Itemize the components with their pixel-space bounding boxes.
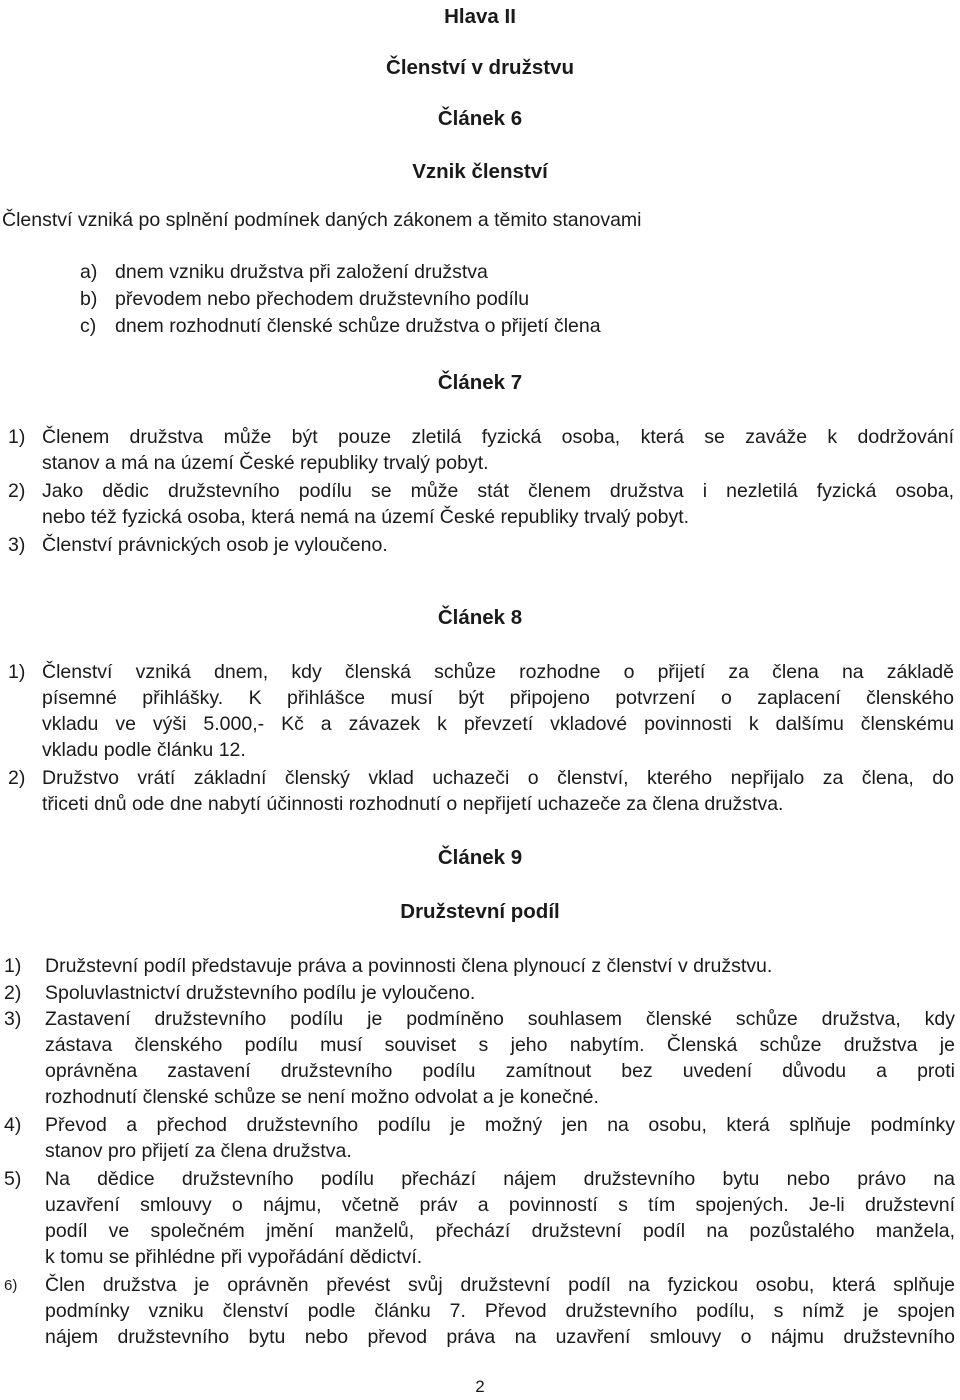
paragraph-line: nebo též fyzická osoba, která nemá na území České republiky trvalý pobyt. <box>42 506 690 528</box>
paragraph-line: oprávněna zastavení družstevního podílu zamítnout bez uvedení důvodu a proti <box>45 1060 955 1082</box>
paragraph-line: stanov a má na území České republiky trvalý pobyt. <box>42 452 489 474</box>
paragraph-number: 2) <box>8 480 26 502</box>
paragraph-line: k tomu se přihlédne při vypořádání dědictví. <box>45 1246 423 1268</box>
paragraph-line: zástava členského podílu musí souviset s jeho nabytím. Členská schůze družstva je <box>45 1034 955 1056</box>
article-6-title: Článek 6 <box>437 107 523 130</box>
paragraph-number: 3) <box>4 1008 22 1030</box>
article-9-subtitle: Družstevní podíl <box>400 900 560 923</box>
paragraph-line: Převod a přechod družstevního podílu je možný jen na osobu, která splňuje podmínky <box>45 1114 955 1136</box>
article-6-subtitle: Vznik členství <box>412 160 548 183</box>
paragraph-line: Členství právnických osob je vyloučeno. <box>42 534 388 556</box>
article-7-title: Článek 7 <box>437 371 523 394</box>
paragraph-line: Členství vzniká dnem, kdy členská schůze rozhodne o přijetí za člena na základě <box>42 661 954 683</box>
paragraph-line: vkladu podle článku 12. <box>42 739 246 761</box>
paragraph-line: Družstevní podíl představuje práva a povinnosti člena plynoucí z členství v družstvu. <box>45 955 773 977</box>
paragraph-line: podmínky vzniku členství podle článku 7. Převod družstevního podílu, s nímž je spojen <box>45 1300 955 1322</box>
paragraph-line: Členem družstva může být pouze zletilá fyzická osoba, která se zaváže k dodržování <box>42 426 954 448</box>
paragraph-number: 3) <box>8 534 26 556</box>
list-marker: c) <box>80 315 97 337</box>
article-9-title: Článek 9 <box>437 846 523 869</box>
paragraph-line: vkladu ve výši 5.000,- Kč a závazek k převzetí vkladové povinnosti k dalšímu členskému <box>42 713 954 735</box>
paragraph-number: 4) <box>4 1114 22 1136</box>
paragraph-line: Na dědice družstevního podílu přechází nájem družstevního bytu nebo právo na <box>45 1168 955 1190</box>
paragraph-line: třiceti dnů ode dne nabytí účinnosti rozhodnutí o nepřijetí uchazeče za člena družstva. <box>42 793 784 815</box>
paragraph-number: 1) <box>8 661 26 683</box>
paragraph-line: stanov pro přijetí za člena družstva. <box>45 1140 352 1162</box>
article-8-title: Článek 8 <box>437 606 523 629</box>
paragraph-line: Jako dědic družstevního podílu se může stát členem družstva i nezletilá fyzická osoba, <box>42 480 954 502</box>
list-marker: b) <box>80 288 98 310</box>
paragraph-line: uzavření smlouvy o nájmu, včetně práv a povinností s tím spojených. Je-li družstevní <box>45 1194 955 1216</box>
list-item: dnem vzniku družstva při založení družstva <box>115 261 488 283</box>
paragraph-number: 2) <box>4 982 22 1004</box>
paragraph-line: Člen družstva je oprávněn převést svůj družstevní podíl na fyzickou osobu, která splňuje <box>45 1274 955 1296</box>
paragraph-line: podíl ve společném jmění manželů, přechází družstevní podíl na pozůstalého manžela, <box>45 1220 955 1242</box>
list-item: převodem nebo přechodem družstevního podílu <box>115 288 530 310</box>
paragraph-number: 1) <box>4 955 22 977</box>
paragraph-number: 5) <box>4 1168 22 1190</box>
page-number: 2 <box>475 1377 485 1396</box>
paragraph-number: 6) <box>4 1277 18 1294</box>
list-marker: a) <box>80 261 98 283</box>
paragraph-line: nájem družstevního bytu nebo převod práva na uzavření smlouvy o nájmu družstevního <box>45 1326 955 1348</box>
chapter-heading: Hlava II <box>444 5 516 28</box>
paragraph-line: Družstvo vrátí základní členský vklad uchazeči o členství, kterého nepřijalo za člena, do <box>42 767 954 789</box>
paragraph-line: písemné přihlášky. K přihlášce musí být připojeno potvrzení o zaplacení členského <box>42 687 954 709</box>
list-item: dnem rozhodnutí členské schůze družstva o přijetí člena <box>115 315 601 337</box>
paragraph-line: rozhodnutí členské schůze se není možno odvolat a je konečné. <box>45 1086 599 1108</box>
paragraph-line: Zastavení družstevního podílu je podmíněno souhlasem členské schůze družstva, kdy <box>45 1008 955 1030</box>
paragraph-number: 1) <box>8 426 26 448</box>
paragraph-line: Spoluvlastnictví družstevního podílu je vyloučeno. <box>45 982 476 1004</box>
paragraph-number: 2) <box>8 767 26 789</box>
chapter-title: Členství v družstvu <box>386 56 574 79</box>
article-6-intro: Členství vzniká po splnění podmínek daných zákonem a těmito stanovami <box>2 209 642 231</box>
